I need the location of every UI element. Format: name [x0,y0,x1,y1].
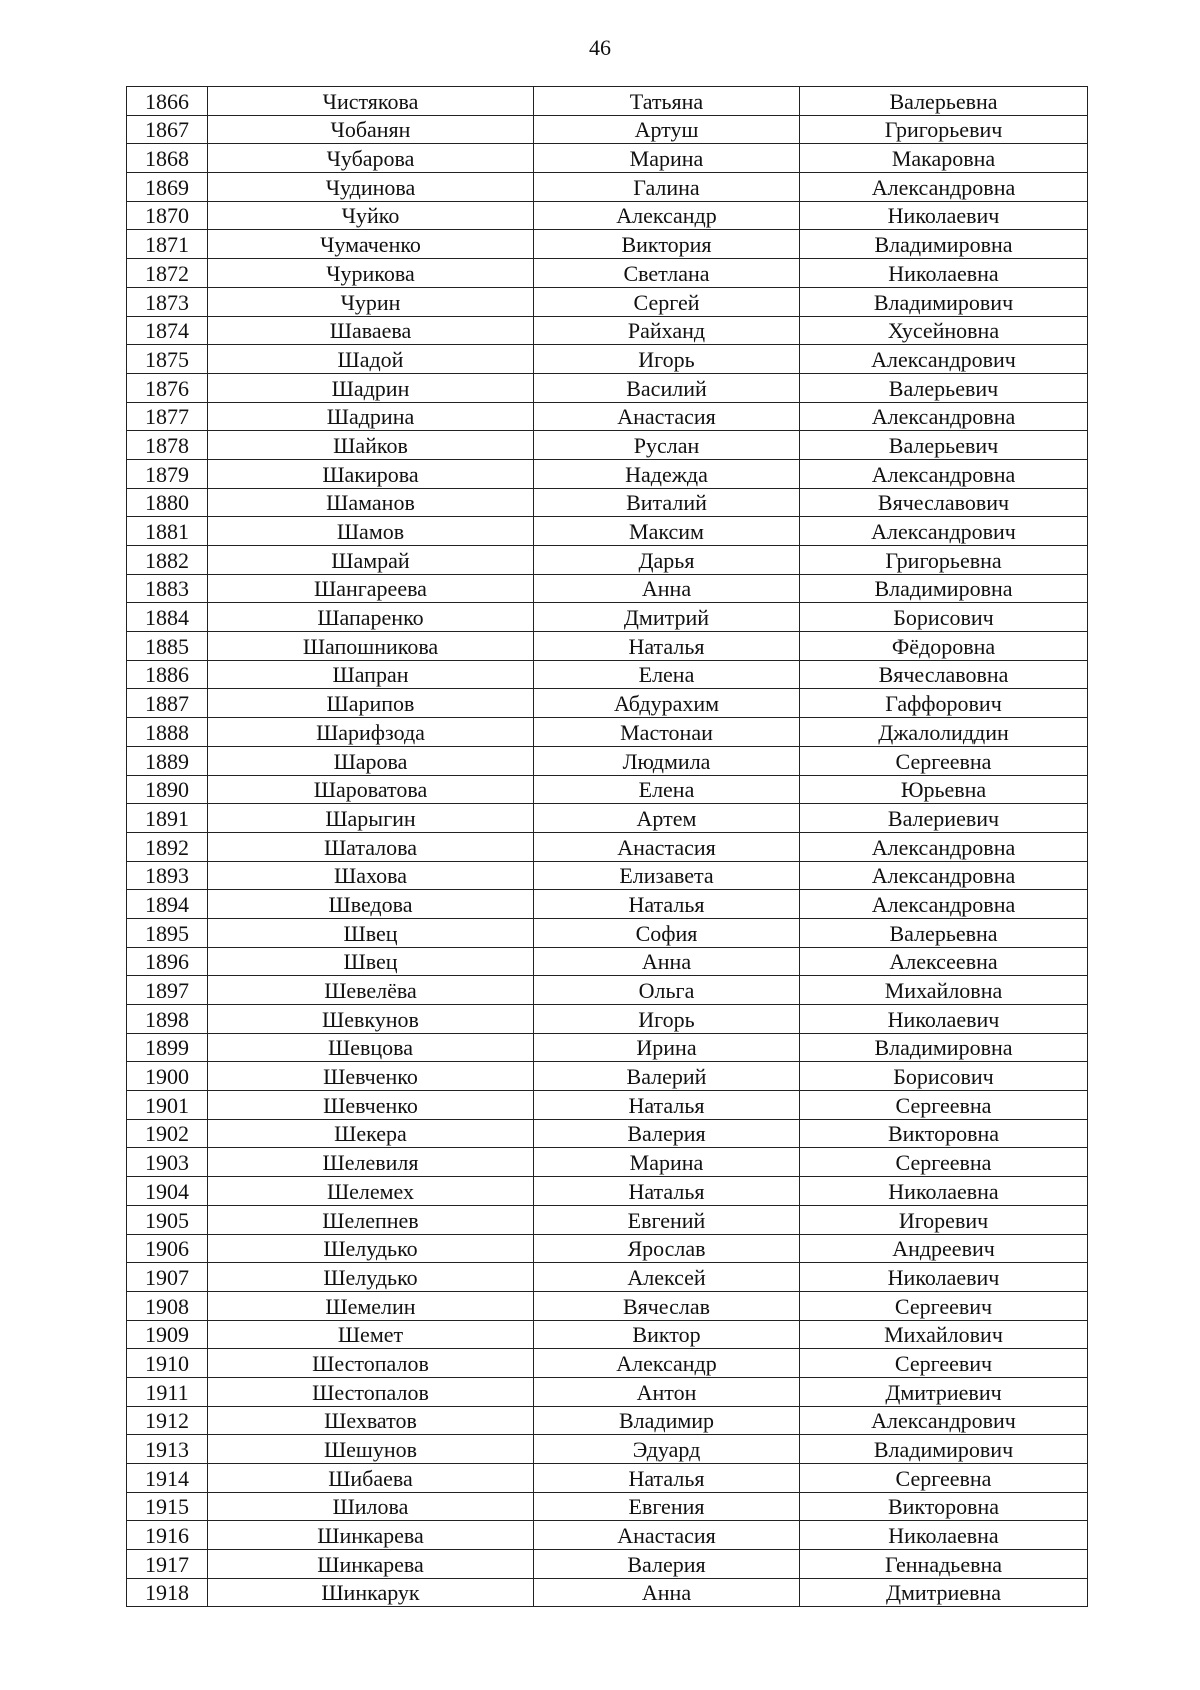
last-name-cell: Чумаченко [208,230,534,259]
row-number-cell: 1913 [127,1435,208,1464]
row-number-cell: 1875 [127,345,208,374]
last-name-cell: Шадрин [208,373,534,402]
table-row [127,574,1088,603]
first-name-cell: Игорь [534,345,800,374]
table-row [127,718,1088,747]
last-name-cell: Шевченко [208,1062,534,1091]
last-name-cell: Шарыгин [208,804,534,833]
patronymic-cell: Валерьевна [800,87,1088,116]
first-name-cell: Артем [534,804,800,833]
table-body [127,87,1088,1607]
row-number-cell: 1872 [127,259,208,288]
patronymic-cell: Михайловна [800,976,1088,1005]
first-name-cell: Виталий [534,488,800,517]
row-number-cell: 1911 [127,1377,208,1406]
patronymic-cell: Андреевич [800,1234,1088,1263]
patronymic-cell: Фёдоровна [800,632,1088,661]
patronymic-cell: Юрьевна [800,775,1088,804]
last-name-cell: Шевкунов [208,1005,534,1034]
first-name-cell: София [534,918,800,947]
patronymic-cell: Александровна [800,459,1088,488]
last-name-cell: Шелудько [208,1234,534,1263]
table-row [127,1377,1088,1406]
last-name-cell: Шемет [208,1320,534,1349]
table-row [127,115,1088,144]
row-number-cell: 1886 [127,660,208,689]
row-number-cell: 1881 [127,517,208,546]
table-row [127,1177,1088,1206]
table-row [127,1406,1088,1435]
patronymic-cell: Вячеславовна [800,660,1088,689]
first-name-cell: Виктор [534,1320,800,1349]
last-name-cell: Шапран [208,660,534,689]
last-name-cell: Шестопалов [208,1377,534,1406]
table-row [127,1033,1088,1062]
row-number-cell: 1885 [127,632,208,661]
last-name-cell: Швец [208,947,534,976]
first-name-cell: Мастонаи [534,718,800,747]
patronymic-cell: Владимирович [800,287,1088,316]
table-row [127,689,1088,718]
first-name-cell: Анна [534,574,800,603]
patronymic-cell: Николаевич [800,1005,1088,1034]
patronymic-cell: Сергеевна [800,1464,1088,1493]
table-row [127,488,1088,517]
patronymic-cell: Александровна [800,890,1088,919]
first-name-cell: Алексей [534,1263,800,1292]
table-row [127,804,1088,833]
row-number-cell: 1916 [127,1521,208,1550]
first-name-cell: Виктория [534,230,800,259]
last-name-cell: Шапаренко [208,603,534,632]
last-name-cell: Чурикова [208,259,534,288]
row-number-cell: 1899 [127,1033,208,1062]
last-name-cell: Шангареева [208,574,534,603]
last-name-cell: Чобанян [208,115,534,144]
first-name-cell: Елена [534,775,800,804]
patronymic-cell: Борисович [800,1062,1088,1091]
first-name-cell: Максим [534,517,800,546]
first-name-cell: Надежда [534,459,800,488]
row-number-cell: 1915 [127,1492,208,1521]
last-name-cell: Шарипов [208,689,534,718]
table-row [127,517,1088,546]
table-row [127,87,1088,116]
first-name-cell: Евгений [534,1205,800,1234]
row-number-cell: 1880 [127,488,208,517]
table-row [127,144,1088,173]
row-number-cell: 1866 [127,87,208,116]
last-name-cell: Шаталова [208,832,534,861]
patronymic-cell: Николаевна [800,1521,1088,1550]
patronymic-cell: Владимировна [800,230,1088,259]
patronymic-cell: Гаффорович [800,689,1088,718]
row-number-cell: 1910 [127,1349,208,1378]
patronymic-cell: Сергеевич [800,1291,1088,1320]
patronymic-cell: Валерьевич [800,373,1088,402]
row-number-cell: 1868 [127,144,208,173]
patronymic-cell: Дмитриевич [800,1377,1088,1406]
first-name-cell: Валерия [534,1119,800,1148]
patronymic-cell: Александровна [800,861,1088,890]
table-row [127,373,1088,402]
first-name-cell: Анна [534,947,800,976]
patronymic-cell: Дмитриевна [800,1578,1088,1607]
last-name-cell: Шарифзода [208,718,534,747]
patronymic-cell: Николаевна [800,259,1088,288]
patronymic-cell: Владимировна [800,574,1088,603]
table-row [127,1320,1088,1349]
table-row [127,173,1088,202]
table-row [127,1521,1088,1550]
first-name-cell: Татьяна [534,87,800,116]
last-name-cell: Швец [208,918,534,947]
table-row [127,1578,1088,1607]
first-name-cell: Елизавета [534,861,800,890]
table-row [127,1148,1088,1177]
first-name-cell: Вячеслав [534,1291,800,1320]
patronymic-cell: Хусейновна [800,316,1088,345]
row-number-cell: 1890 [127,775,208,804]
last-name-cell: Шамов [208,517,534,546]
row-number-cell: 1894 [127,890,208,919]
patronymic-cell: Викторовна [800,1492,1088,1521]
last-name-cell: Шевелёва [208,976,534,1005]
last-name-cell: Шаманов [208,488,534,517]
last-name-cell: Шелевиля [208,1148,534,1177]
first-name-cell: Марина [534,144,800,173]
last-name-cell: Шешунов [208,1435,534,1464]
name-list-table [126,86,1088,1607]
patronymic-cell: Макаровна [800,144,1088,173]
last-name-cell: Шевченко [208,1091,534,1120]
last-name-cell: Чуйко [208,201,534,230]
last-name-cell: Шароватова [208,775,534,804]
patronymic-cell: Сергеевич [800,1349,1088,1378]
table-row [127,775,1088,804]
last-name-cell: Шинкарева [208,1550,534,1579]
row-number-cell: 1912 [127,1406,208,1435]
last-name-cell: Шемелин [208,1291,534,1320]
row-number-cell: 1908 [127,1291,208,1320]
row-number-cell: 1904 [127,1177,208,1206]
patronymic-cell: Валериевич [800,804,1088,833]
first-name-cell: Ольга [534,976,800,1005]
first-name-cell: Людмила [534,746,800,775]
patronymic-cell: Валерьевна [800,918,1088,947]
first-name-cell: Евгения [534,1492,800,1521]
table-row [127,603,1088,632]
row-number-cell: 1893 [127,861,208,890]
row-number-cell: 1877 [127,402,208,431]
first-name-cell: Марина [534,1148,800,1177]
table-row [127,259,1088,288]
last-name-cell: Шведова [208,890,534,919]
row-number-cell: 1888 [127,718,208,747]
table-row [127,1234,1088,1263]
table-row [127,459,1088,488]
last-name-cell: Шапошникова [208,632,534,661]
patronymic-cell: Александрович [800,345,1088,374]
row-number-cell: 1903 [127,1148,208,1177]
last-name-cell: Чистякова [208,87,534,116]
row-number-cell: 1892 [127,832,208,861]
row-number-cell: 1884 [127,603,208,632]
last-name-cell: Шелепнев [208,1205,534,1234]
page-number: 46 [589,35,611,60]
patronymic-cell: Борисович [800,603,1088,632]
patronymic-cell: Владимирович [800,1435,1088,1464]
first-name-cell: Александр [534,201,800,230]
row-number-cell: 1869 [127,173,208,202]
first-name-cell: Анастасия [534,402,800,431]
first-name-cell: Дмитрий [534,603,800,632]
patronymic-cell: Михайлович [800,1320,1088,1349]
table-row [127,746,1088,775]
patronymic-cell: Сергеевна [800,1091,1088,1120]
row-number-cell: 1879 [127,459,208,488]
row-number-cell: 1898 [127,1005,208,1034]
row-number-cell: 1900 [127,1062,208,1091]
first-name-cell: Елена [534,660,800,689]
patronymic-cell: Григорьевич [800,115,1088,144]
row-number-cell: 1897 [127,976,208,1005]
table-row [127,546,1088,575]
last-name-cell: Шахова [208,861,534,890]
first-name-cell: Дарья [534,546,800,575]
table-row [127,632,1088,661]
first-name-cell: Василий [534,373,800,402]
last-name-cell: Шестопалов [208,1349,534,1378]
last-name-cell: Шинкарева [208,1521,534,1550]
patronymic-cell: Геннадьевна [800,1550,1088,1579]
table-row [127,890,1088,919]
first-name-cell: Ярослав [534,1234,800,1263]
patronymic-cell: Николаевна [800,1177,1088,1206]
table-row [127,201,1088,230]
row-number-cell: 1905 [127,1205,208,1234]
first-name-cell: Игорь [534,1005,800,1034]
last-name-cell: Чубарова [208,144,534,173]
table-row [127,316,1088,345]
table-row [127,1119,1088,1148]
patronymic-cell: Валерьевич [800,431,1088,460]
first-name-cell: Наталья [534,1091,800,1120]
last-name-cell: Шехватов [208,1406,534,1435]
patronymic-cell: Александровна [800,173,1088,202]
first-name-cell: Эдуард [534,1435,800,1464]
first-name-cell: Сергей [534,287,800,316]
patronymic-cell: Вячеславович [800,488,1088,517]
first-name-cell: Валерия [534,1550,800,1579]
row-number-cell: 1871 [127,230,208,259]
first-name-cell: Наталья [534,890,800,919]
first-name-cell: Артуш [534,115,800,144]
row-number-cell: 1909 [127,1320,208,1349]
row-number-cell: 1870 [127,201,208,230]
first-name-cell: Анастасия [534,1521,800,1550]
table-row [127,1205,1088,1234]
last-name-cell: Шилова [208,1492,534,1521]
first-name-cell: Галина [534,173,800,202]
row-number-cell: 1878 [127,431,208,460]
row-number-cell: 1901 [127,1091,208,1120]
patronymic-cell: Николаевич [800,1263,1088,1292]
table-row [127,861,1088,890]
row-number-cell: 1902 [127,1119,208,1148]
last-name-cell: Шакирова [208,459,534,488]
row-number-cell: 1874 [127,316,208,345]
patronymic-cell: Александровна [800,402,1088,431]
first-name-cell: Ирина [534,1033,800,1062]
last-name-cell: Шелудько [208,1263,534,1292]
table-row [127,1091,1088,1120]
row-number-cell: 1883 [127,574,208,603]
last-name-cell: Шинкарук [208,1578,534,1607]
last-name-cell: Шайков [208,431,534,460]
table-row [127,230,1088,259]
table-row [127,1291,1088,1320]
row-number-cell: 1907 [127,1263,208,1292]
patronymic-cell: Сергеевна [800,1148,1088,1177]
table-row [127,1062,1088,1091]
last-name-cell: Шелемех [208,1177,534,1206]
table-row [127,1349,1088,1378]
row-number-cell: 1889 [127,746,208,775]
table-row [127,660,1088,689]
last-name-cell: Шаваева [208,316,534,345]
last-name-cell: Чурин [208,287,534,316]
first-name-cell: Светлана [534,259,800,288]
first-name-cell: Александр [534,1349,800,1378]
patronymic-cell: Алексеевна [800,947,1088,976]
table-row [127,976,1088,1005]
row-number-cell: 1917 [127,1550,208,1579]
first-name-cell: Райханд [534,316,800,345]
last-name-cell: Шамрай [208,546,534,575]
table-row [127,402,1088,431]
row-number-cell: 1876 [127,373,208,402]
row-number-cell: 1867 [127,115,208,144]
patronymic-cell: Сергеевна [800,746,1088,775]
table-row [127,1464,1088,1493]
last-name-cell: Чудинова [208,173,534,202]
patronymic-cell: Николаевич [800,201,1088,230]
row-number-cell: 1906 [127,1234,208,1263]
table-row [127,345,1088,374]
table-row [127,1550,1088,1579]
table-row [127,287,1088,316]
table-row [127,832,1088,861]
patronymic-cell: Игоревич [800,1205,1088,1234]
last-name-cell: Шевцова [208,1033,534,1062]
table-row [127,431,1088,460]
first-name-cell: Наталья [534,1177,800,1206]
row-number-cell: 1891 [127,804,208,833]
row-number-cell: 1873 [127,287,208,316]
last-name-cell: Шарова [208,746,534,775]
table-row [127,947,1088,976]
patronymic-cell: Григорьевна [800,546,1088,575]
table-row [127,1492,1088,1521]
table-row [127,1263,1088,1292]
first-name-cell: Наталья [534,632,800,661]
table-row [127,1435,1088,1464]
first-name-cell: Валерий [534,1062,800,1091]
first-name-cell: Наталья [534,1464,800,1493]
last-name-cell: Шибаева [208,1464,534,1493]
last-name-cell: Шадой [208,345,534,374]
row-number-cell: 1895 [127,918,208,947]
last-name-cell: Шекера [208,1119,534,1148]
patronymic-cell: Александрович [800,1406,1088,1435]
row-number-cell: 1896 [127,947,208,976]
patronymic-cell: Викторовна [800,1119,1088,1148]
table-row [127,1005,1088,1034]
first-name-cell: Руслан [534,431,800,460]
table-row [127,918,1088,947]
first-name-cell: Владимир [534,1406,800,1435]
row-number-cell: 1918 [127,1578,208,1607]
patronymic-cell: Джалолиддин [800,718,1088,747]
patronymic-cell: Александровна [800,832,1088,861]
row-number-cell: 1887 [127,689,208,718]
patronymic-cell: Александрович [800,517,1088,546]
row-number-cell: 1914 [127,1464,208,1493]
row-number-cell: 1882 [127,546,208,575]
first-name-cell: Антон [534,1377,800,1406]
first-name-cell: Абдурахим [534,689,800,718]
first-name-cell: Анастасия [534,832,800,861]
last-name-cell: Шадрина [208,402,534,431]
first-name-cell: Анна [534,1578,800,1607]
patronymic-cell: Владимировна [800,1033,1088,1062]
